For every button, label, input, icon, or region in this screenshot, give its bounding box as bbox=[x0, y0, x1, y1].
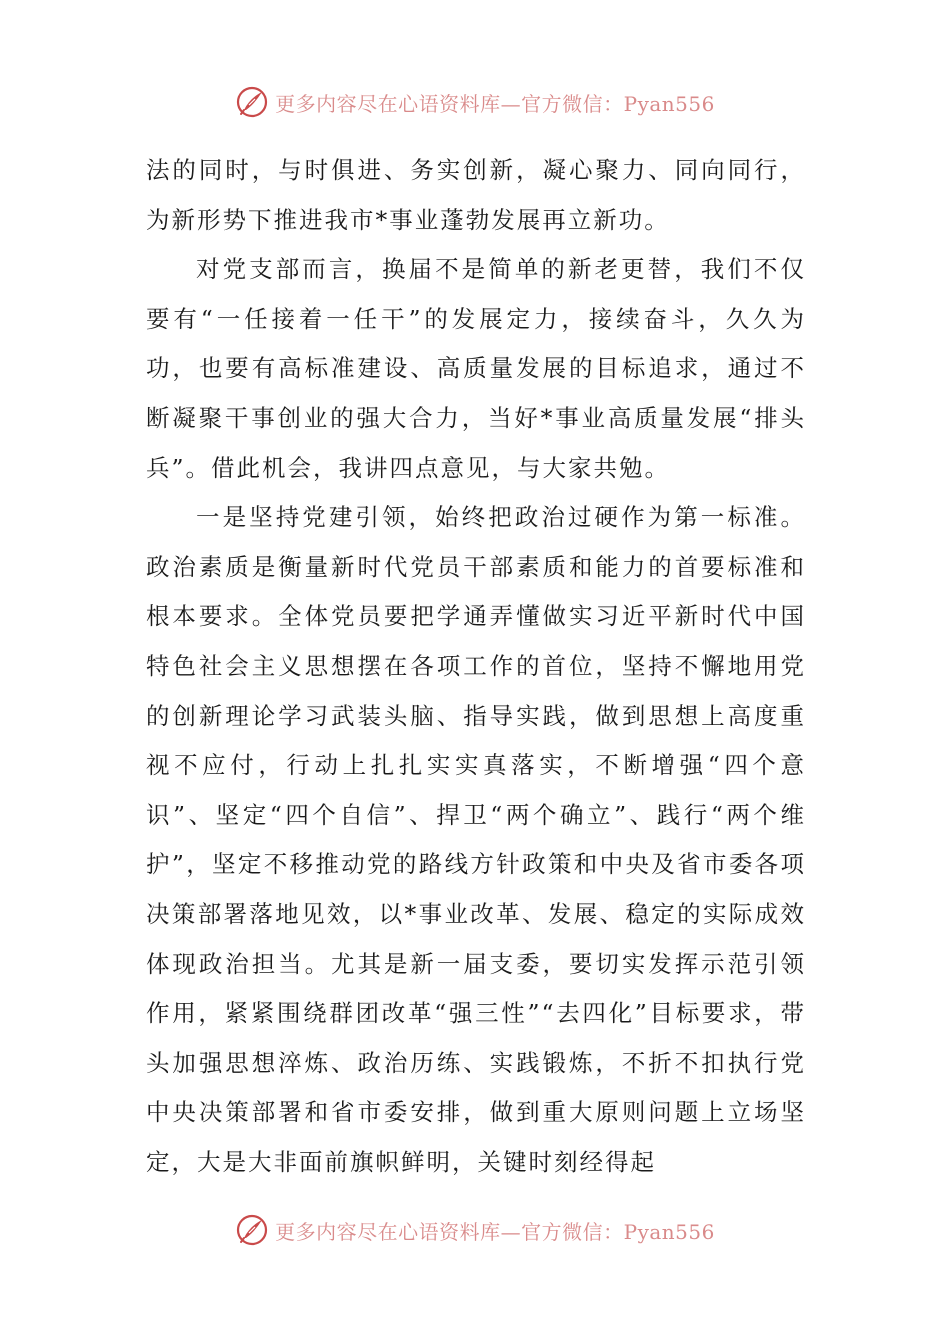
paragraph-branch-transition: 对党支部而言，换届不是简单的新老更替，我们不仅要有“一任接着一任干”的发展定力，接续奋斗，久久为功，也要有高标准建设、高质量发展的目标追求，通过不断凝聚干事创业的强大合力，当好*事业高质量发展“排头兵”。借此机会，我讲四点意见，与大家共勉。 bbox=[146, 255, 806, 482]
paragraph-point-one: 一是坚持党建引领，始终把政治过硬作为第一标准。政治素质是衡量新时代党员干部素质和能力的首要标准和根本要求。全体党员要把学通弄懂做实习近平新时代中国特色社会主义思想摆在各项工作的首位，坚持不懈地用党的创新理论学习武装头脑、指导实践，做到思想上高度重视不应付，行动上扎扎实实真落实，不断增强“四个意识”、坚定“四个自信”、捍卫“两个确立”、践行“两个维护”，坚定不移推动党的路线方针政策和中央及省市委各项决策部署落地见效，以*事业改革、发展、稳定的实际成效体现政治担当。尤其是新一届支委，要切实发挥示范引领作用，紧紧围绕群团改革“强三性”“去四化”目标要求，带头加强思想淬炼、政治历练、实践锻炼，不折不扣执行党中央决策部署和省市委安排，做到重大原则问题上立场坚定，大是大非面前旗帜鲜明，关键时刻经得起 bbox=[146, 503, 806, 1176]
header-watermark-banner bbox=[0, 82, 950, 122]
header-watermark-text: 更多内容尽在心语资料库—官方微信：Pyan556 bbox=[275, 91, 715, 116]
footer-watermark-text: 更多内容尽在心语资料库—官方微信：Pyan556 bbox=[275, 1219, 715, 1244]
paragraph-continuation: 法的同时，与时俱进、务实创新，凝心聚力、同向同行，为新形势下推进我市*事业蓬勃发展再立新功。 bbox=[146, 156, 806, 234]
quill-pen-logo-icon bbox=[235, 85, 269, 119]
document-body bbox=[146, 146, 806, 1187]
quill-pen-logo-icon bbox=[235, 1213, 269, 1247]
footer-watermark-banner bbox=[0, 1210, 950, 1250]
